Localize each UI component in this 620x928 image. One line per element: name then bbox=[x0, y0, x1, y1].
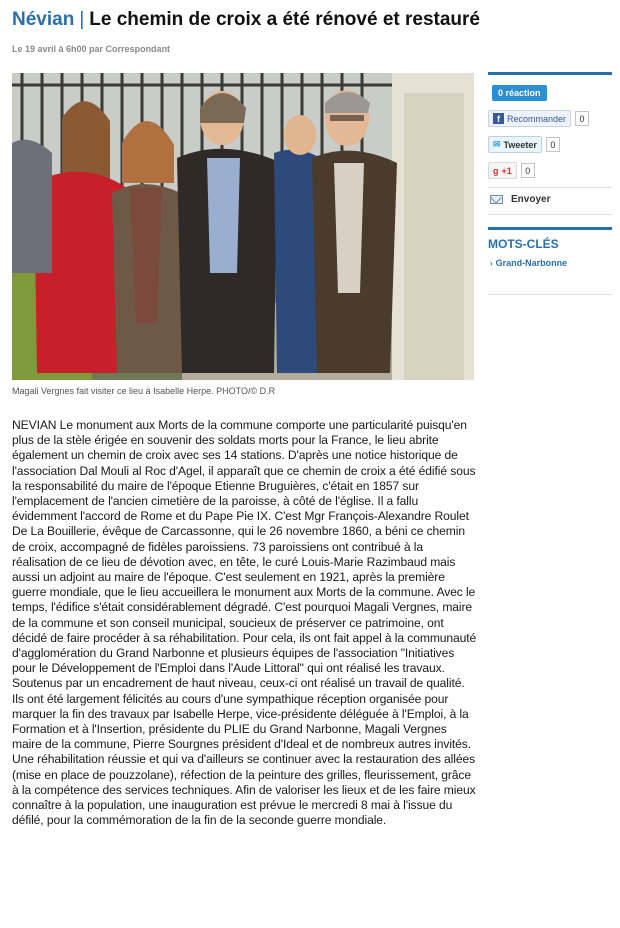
article-title bbox=[12, 8, 612, 32]
google-plus-icon: g bbox=[493, 165, 499, 176]
tweet-label: Tweeter bbox=[503, 139, 537, 150]
photo-caption: Magali Vergnes fait visiter ce lieu à Isabelle Herpe. PHOTO/© D.R bbox=[12, 386, 276, 396]
keywords-rule bbox=[488, 227, 612, 230]
gplus-share-row bbox=[488, 162, 612, 179]
gplus-button[interactable] bbox=[488, 162, 517, 179]
tweet-button[interactable] bbox=[488, 136, 542, 153]
keyword-link[interactable] bbox=[490, 258, 612, 268]
title-separator: | bbox=[79, 9, 85, 30]
chevron-right-icon: › bbox=[490, 259, 493, 268]
gplus-count: 0 bbox=[521, 163, 535, 178]
sidebar-divider bbox=[488, 187, 612, 188]
keyword-label: Grand-Narbonne bbox=[495, 258, 568, 268]
gplus-label: +1 bbox=[501, 165, 512, 176]
facebook-icon: f bbox=[493, 113, 504, 124]
send-email-link[interactable] bbox=[490, 194, 612, 205]
facebook-recommend-button[interactable] bbox=[488, 110, 571, 127]
facebook-count: 0 bbox=[575, 111, 589, 126]
facebook-share-row bbox=[488, 110, 612, 127]
twitter-icon: ✉ bbox=[493, 139, 501, 149]
reaction-count-badge[interactable]: 0 réaction bbox=[492, 85, 547, 101]
article-meta: Le 19 avril à 6h00 par Correspondant bbox=[12, 44, 171, 54]
title-location[interactable]: Névian bbox=[12, 9, 75, 30]
article-photo bbox=[12, 73, 474, 380]
article-body: NEVIAN Le monument aux Morts de la commune comporte une particularité puisqu'en plus de la stèle érigée en souvenir des soldats morts pour la France, le lieu abrite également un chemin de croix avec ses 14 stations. D'après une notice historique de l'association Dal Mouli al Roc d'Agel, il apparaît que ce chemin de croix a été édifié sous la responsabilité du maire de l'époque Etienne Bruguières, c'était en 1857 sur l'emplacement de l'ancien cimetière de la paroisse, à côté de l'église. Il a fallu évidemment l'accord de Rome et du Pape Pie IX. C'est Mgr François-Alexandre Roulet De La Bouillerie, évêque de Carcassonne, qui le 26 novembre 1860, a béni ce chemin de croix, accompagné de fidèles paroissiens. 73 paroissiens ont contribué à la réalisation de ce lieu de dévotion avec, en tête, le curé Louis-Marie Razimbaud mais aussi un adjoint au maire de l'époque. C'est seulement en 1921, après la première guerre mondiale, que le lieu accueillera le monument aux Morts de la commune. Avec le temps, l'édifice s'était considérablement dégradé. C'est pourquoi Magali Vergnes, maire de la commune et son conseil municipal, soucieux de préserver ce patrimoine, ont décidé de faire procéder à sa réhabilitation. Pour cela, ils ont fait appel à la communauté d'agglomération du Grand Narbonne et plusieurs équipes de l'association "Initiatives pour le Développement de l'Emploi dans l'Aude Littoral" qui ont réalisé les travaux. Soutenus par un encadrement de haut niveau, ceux-ci ont réalisé un travail de qualité. Ils ont été largement félicités au cours d'une sympathique réception organisée pour marquer la fin des travaux par Isabelle Herpe, vice-présidente déléguée à l'Emploi, à la Formation et à l'Insertion, présidente du PLIE du Grand Narbonne, Magali Vergnes maire de la commune, Pierre Sourgnes président d'Ideal et de nombreux autres invités. Une réhabilitation réussie et qui va d'ailleurs se continuer avec la restauration des allées (mise en place de pouzzolane), réfection de la peinture des grilles, fleurissement, grâce à la compétence des services techniques. Afin de valoriser les lieux et de les faire mieux connaître à la population, une inauguration est prévue le mercredi 8 mai à l'issue du défilé, pour la commémoration de la fin de la seconde guerre mondiale. bbox=[12, 418, 477, 828]
sidebar-top-rule bbox=[488, 72, 612, 75]
send-label: Envoyer bbox=[511, 194, 551, 205]
title-headline: Le chemin de croix a été rénové et restauré bbox=[89, 9, 480, 30]
twitter-share-row bbox=[488, 136, 612, 153]
sidebar-divider bbox=[488, 294, 612, 295]
sidebar bbox=[488, 72, 612, 301]
sidebar-divider bbox=[488, 214, 612, 215]
facebook-recommend-label: Recommander bbox=[507, 113, 567, 124]
email-icon bbox=[490, 195, 503, 204]
keywords-title: MOTS-CLÉS bbox=[488, 237, 559, 251]
tweet-count: 0 bbox=[546, 137, 560, 152]
